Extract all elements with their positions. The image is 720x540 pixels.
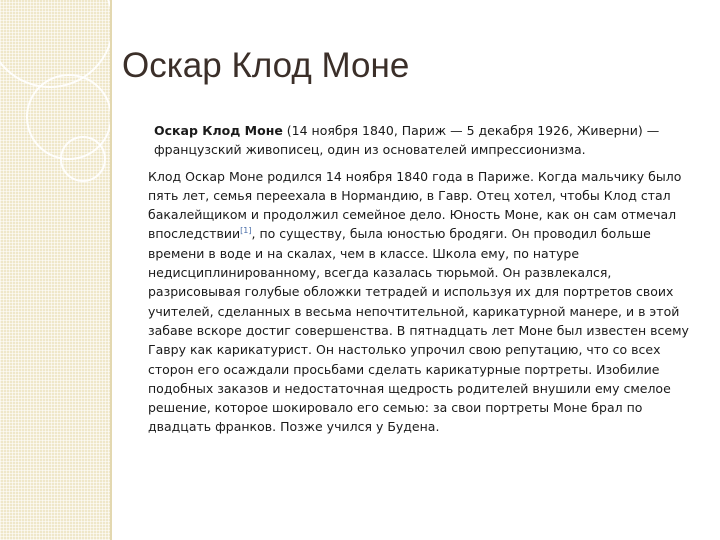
footnote-link[interactable]: [1] (240, 226, 252, 236)
body-paragraph (148, 167, 700, 437)
body-text-part1: Клод Оскар Моне родился 14 ноября 1840 года в Париже. Когда мальчику было пять лет, семья переехала в Нормандию, в Гавр. Отец хотел, чтобы Клод стал бакалейщиком и продолжил семейное дело. Юность Моне, как он сам отмечал впоследствии (148, 168, 682, 242)
decorative-side-band (0, 0, 112, 540)
body-text-part2: , по существу, была юностью бродяги. Он проводил больше времени в воде и на скалах, чем в классе. Школа ему, по натуре недисциплинированному, всегда казалась тюрьмой. Он развлекался, разрисовывая голубые обложки тетрадей и используя их для портретов своих учителей, сделанных в весьма непочтительной, карикатурной манере, и в этой забаве вскоре достиг совершенства. В пятнадцать лет Моне был известен всему Гавру как карикатурист. Он настолько упрочил свою репутацию, что со всех сторон его осаждали просьбами сделать карикатурные портреты. Изобилие подобных заказов и недостаточная щедрость родителей внушили ему смелое решение, которое шокировало его семью: за свои портреты Моне брал по двадцать франков. Позже учился у Будена. (148, 226, 689, 435)
lead-text: (14 ноября 1840, Париж — 5 декабря 1926, Живерни) — французский живописец, один из основателей импрессионизма. (154, 123, 660, 158)
decorative-circle (60, 136, 106, 182)
lead-paragraph (154, 121, 700, 160)
slide-content (148, 121, 700, 437)
lead-name: Оскар Клод Моне (154, 123, 283, 138)
slide-title: Оскар Клод Моне (122, 46, 410, 85)
band-divider (110, 0, 112, 540)
